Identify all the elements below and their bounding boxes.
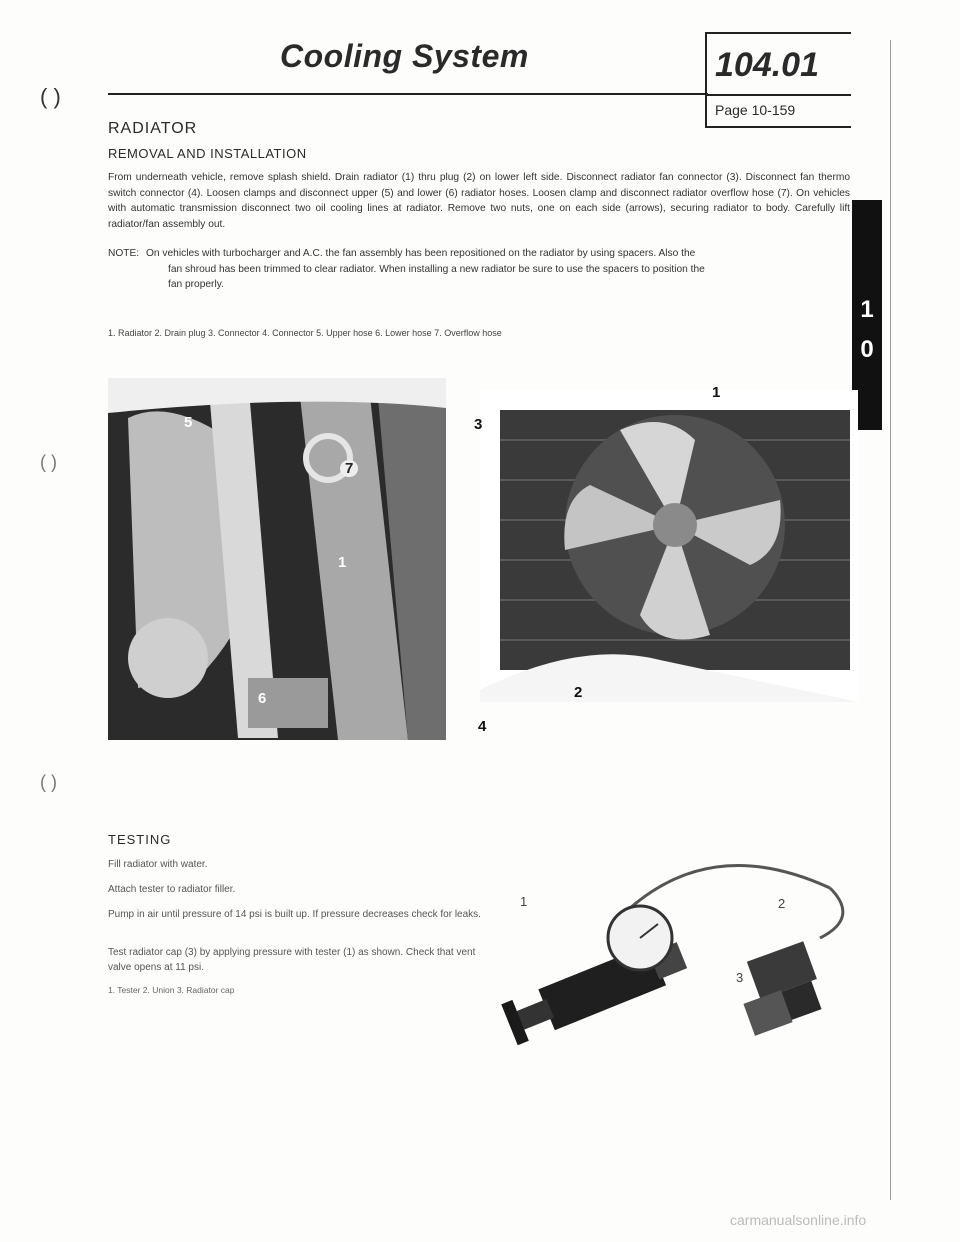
note-label: NOTE:	[108, 248, 140, 259]
testing-title: TESTING	[108, 832, 172, 847]
note-line: fan shroud has been trimmed to clear radiator. When installing a new radiator be sure to use the spacers to position the	[168, 263, 705, 275]
note-paragraph	[108, 246, 850, 293]
radiator-illustration	[480, 390, 858, 702]
engine-bay-photo	[108, 378, 446, 740]
subsection-title: REMOVAL AND INSTALLATION	[108, 146, 307, 161]
testing-step: Fill radiator with water.	[108, 859, 208, 870]
testing-step: Pump in air until pressure of 14 psi is built up. If pressure decreases check for leaks.	[108, 909, 481, 920]
callout-label: 5	[184, 414, 193, 431]
callout-label: 3	[736, 970, 744, 985]
callout-label: 2	[574, 684, 583, 701]
note-line: fan properly.	[168, 279, 224, 290]
testing-step: Test radiator cap (3) by applying pressure with tester (1) as shown. Check that vent valve opens at 11 psi.	[108, 947, 476, 973]
punch-hole-icon: ( )	[40, 772, 57, 792]
callout-label: 6	[258, 690, 267, 707]
engine-bay-illustration	[108, 378, 446, 740]
chapter-tab-digit: 1	[860, 296, 874, 323]
figure-caption: 1. Tester 2. Union 3. Radiator cap	[108, 985, 235, 995]
header-rule	[108, 93, 708, 95]
margin-rule	[890, 40, 891, 1200]
chapter-tab-digit: 0	[860, 336, 874, 363]
page-number: Page 10-159	[715, 102, 796, 118]
divider	[705, 126, 851, 128]
pressure-tester-figure	[500, 838, 870, 1048]
divider	[705, 32, 707, 128]
radiator-fan-photo	[474, 384, 858, 735]
punch-hole-icon: ( )	[40, 84, 61, 109]
callout-label: 3	[474, 416, 483, 433]
callout-label: 7	[340, 460, 358, 477]
divider	[705, 32, 851, 34]
figure-caption: 1. Radiator 2. Drain plug 3. Connector 4. Connector 5. Upper hose 6. Lower hose 7. Overflow hose	[108, 328, 502, 338]
section-code: 104.01	[715, 46, 819, 84]
section-title: RADIATOR	[108, 120, 198, 137]
procedure-paragraph: From underneath vehicle, remove splash shield. Drain radiator (1) thru plug (2) on lower left side. Disconnect radiator fan connector (3). Disconnect fan thermo switch connector (4). Loosen clamps and disconnect upper (5) and lower (6) radiator hoses. Loosen clamp and disconnect radiator overflow hose (7). On vehicles with automatic transmission disconnect two oil cooling lines at radiator. Remove two nuts, one on each side (arrows), securing radiator to body. Carefully lift radiator/fan assembly out.	[108, 172, 850, 230]
callout-label: 1	[338, 554, 347, 571]
pressure-tester-illustration	[500, 838, 870, 1048]
note-line: On vehicles with turbocharger and A.C. the fan assembly has been repositioned on the radiator by using spacers. Also the	[146, 248, 696, 259]
punch-hole-icon: ( )	[40, 452, 57, 472]
divider	[705, 94, 851, 96]
callout-label: 1	[712, 384, 721, 401]
page-title: Cooling System	[280, 38, 529, 74]
callout-label: 2	[778, 896, 786, 911]
testing-step: Attach tester to radiator filler.	[108, 884, 236, 895]
section-code-box	[705, 32, 851, 128]
callout-label: 1	[520, 894, 528, 909]
callout-label: 4	[478, 718, 487, 735]
footer-watermark[interactable]: carmanualsonline.info	[730, 1212, 867, 1228]
